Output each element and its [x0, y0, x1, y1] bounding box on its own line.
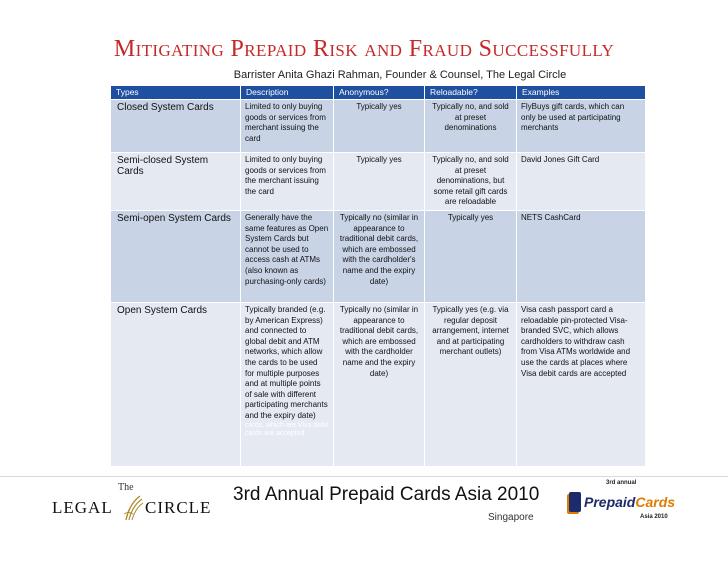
cell-type: Semi-closed System Cards [111, 153, 241, 211]
logo-legal-text: LEGAL [52, 498, 113, 517]
slide-subtitle: Barrister Anita Ghazi Rahman, Founder & Counsel, The Legal Circle [233, 69, 567, 81]
cell-examples: Visa cash passport card a reloadable pin-protected Visa-branded SVC, which allows cardholders to withdraw cash from Visa ATMs worldwide and use the cards at places where Visa debit cards are accepted [517, 303, 646, 467]
cell-examples: FlyBuys gift cards, which can only be used at participating merchants [517, 100, 646, 153]
logo-circle-text: CIRCLE [145, 498, 212, 517]
cell-description-text: Typically branded (e.g. by American Express) and connected to global debit and ATM networks, which allow the cards to be used for multiple purposes and at multiple points of sale with different participating merchants and the expiry date) [245, 305, 328, 420]
logo-annual-text: 3rd annual [606, 480, 637, 486]
cell-type: Semi-open System Cards [111, 211, 241, 303]
event-location: Singapore [488, 512, 534, 523]
table-row [111, 211, 646, 303]
cell-description [241, 303, 334, 467]
header-reloadable: Reloadable? [425, 86, 517, 100]
table-header-row [111, 86, 646, 100]
logo-brand-cards: Cards [635, 494, 676, 510]
cell-type: Open System Cards [111, 303, 241, 467]
cell-anonymous: Typically yes [334, 100, 425, 153]
cell-examples: David Jones Gift Card [517, 153, 646, 211]
cell-reloadable: Typically no, and sold at preset denominations, but some retail gift cards are reloadable [425, 153, 517, 211]
logo-brand [584, 494, 675, 510]
logo-brand-prepaid: Prepaid [584, 494, 636, 510]
cell-anonymous: Typically no (similar in appearance to traditional debit cards, which are embossed with the cardholder name and the expiry date) [334, 303, 425, 467]
logo-the-text: The [118, 482, 134, 493]
cell-reloadable: Typically yes [425, 211, 517, 303]
cell-anonymous: Typically no (similar in appearance to traditional debit cards, which are embossed with the cardholder's name and the expiry date) [334, 211, 425, 303]
card-stack-icon [566, 492, 582, 516]
legal-circle-logo [52, 482, 212, 532]
logo-asia-text: Asia 2010 [640, 514, 668, 520]
table-row [111, 100, 646, 153]
cell-examples: NETS CashCard [517, 211, 646, 303]
card-types-table [110, 85, 646, 467]
footer-divider [0, 476, 728, 477]
header-types: Types [111, 86, 241, 100]
slide-title: Mitigating Prepaid Risk and Fraud Successfully [113, 36, 615, 62]
event-title: 3rd Annual Prepaid Cards Asia 2010 [233, 484, 540, 505]
cell-reloadable: Typically yes (e.g. via regular deposit arrangement, internet and at participating merchant outlets) [425, 303, 517, 467]
cell-description: Generally have the same features as Open System Cards but cannot be used to access cash at ATMs (also known as purchasing-only cards) [241, 211, 334, 303]
table-row [111, 303, 646, 467]
cell-description: Limited to only buying goods or services from merchant issuing the card [241, 100, 334, 153]
header-anonymous: Anonymous? [334, 86, 425, 100]
cell-description-overflow: cards, which are Visa debit cards are accepted [245, 421, 329, 437]
header-examples: Examples [517, 86, 646, 100]
header-description: Description [241, 86, 334, 100]
prepaid-cards-logo [564, 480, 704, 536]
table-row [111, 153, 646, 211]
cell-type: Closed System Cards [111, 100, 241, 153]
cell-reloadable: Typically no, and sold at preset denominations [425, 100, 517, 153]
cell-description: Limited to only buying goods or services from the merchant issuing the card [241, 153, 334, 211]
legal-circle-emblem-icon [122, 494, 144, 522]
cell-anonymous: Typically yes [334, 153, 425, 211]
